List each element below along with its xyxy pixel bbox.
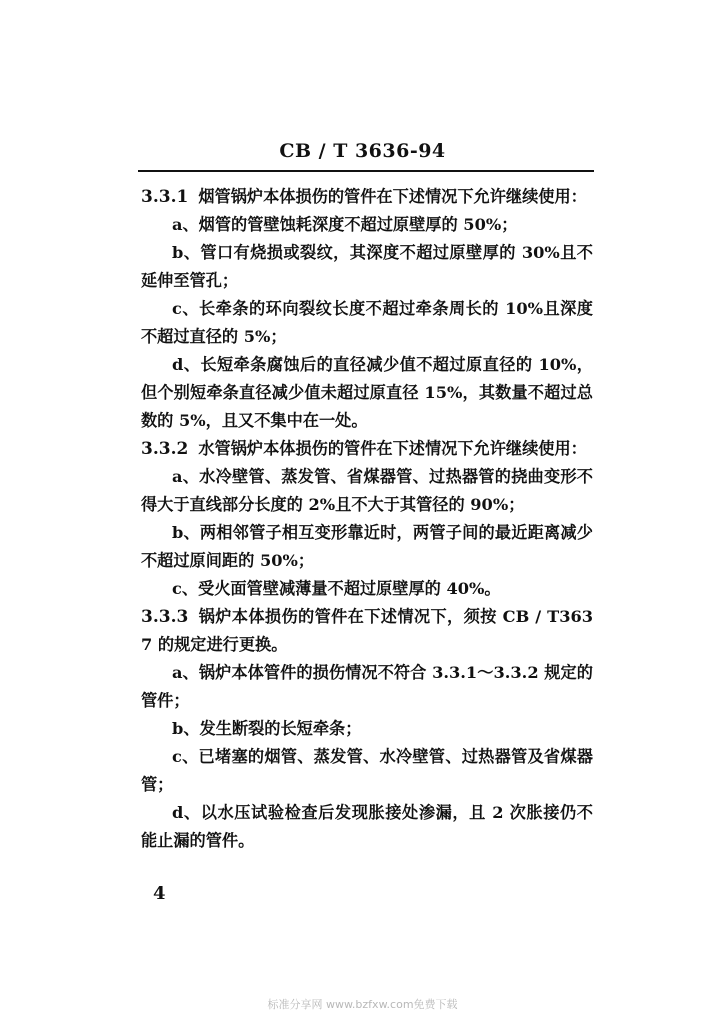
list-item — [141, 351, 593, 435]
clause-text: 锅炉本体损伤的管件在下述情况下，须按 CB / T3637 的规定进行更换。 — [141, 607, 593, 654]
list-item — [141, 575, 593, 603]
item-text: b、管口有烧损或裂纹，其深度不超过原壁厚的 30%且不延伸至管孔； — [141, 243, 593, 290]
item-text: a、锅炉本体管件的损伤情况不符合 3.3.1～3.3.2 规定的管件； — [141, 663, 593, 710]
clause-text: 烟管锅炉本体损伤的管件在下述情况下允许继续使用： — [198, 187, 587, 206]
clause-number: 3.3.1 — [141, 187, 189, 207]
item-text: c、已堵塞的烟管、蒸发管、水冷壁管、过热器管及省煤器管； — [141, 747, 593, 794]
clause-3-3-2 — [141, 435, 593, 463]
list-item — [141, 519, 593, 575]
document-body — [141, 183, 593, 855]
list-item — [141, 239, 593, 295]
watermark: 标准分享网 www.bzfxw.com免费下载 — [267, 998, 458, 1011]
item-text: c、长牵条的环向裂纹长度不超过牵条周长的 10%且深度不超过直径的 5%； — [141, 299, 593, 346]
clause-number: 3.3.3 — [141, 607, 189, 627]
list-item — [141, 799, 593, 855]
document-header: CB / T 3636-94 — [279, 140, 446, 162]
item-text: d、以水压试验检查后发现胀接处渗漏，且 2 次胀接仍不能止漏的管件。 — [141, 803, 593, 850]
list-item — [141, 715, 593, 743]
item-text: b、两相邻管子相互变形靠近时，两管子间的最近距离减少不超过原间距的 50%； — [141, 523, 593, 570]
list-item — [141, 743, 593, 799]
list-item — [141, 295, 593, 351]
header-rule — [138, 170, 594, 172]
clause-3-3-1 — [141, 183, 593, 211]
list-item — [141, 211, 593, 239]
list-item — [141, 463, 593, 519]
item-text: d、长短牵条腐蚀后的直径减少值不超过原直径的 10%，但个别短牵条直径减少值未超过原直径 15%，其数量不超过总数的 5%，且又不集中在一处。 — [141, 355, 593, 430]
clause-text: 水管锅炉本体损伤的管件在下述情况下允许继续使用： — [198, 439, 587, 458]
item-text: a、烟管的管壁蚀耗深度不超过原壁厚的 50%； — [172, 215, 518, 234]
page-number: 4 — [153, 883, 166, 904]
clause-3-3-3 — [141, 603, 593, 659]
item-text: b、发生断裂的长短牵条； — [172, 719, 362, 738]
item-text: a、水冷壁管、蒸发管、省煤器管、过热器管的挠曲变形不得大于直线部分长度的 2%且不大于其管径的 90%； — [141, 467, 593, 514]
item-text: c、受火面管壁减薄量不超过原壁厚的 40%。 — [172, 579, 501, 598]
list-item — [141, 659, 593, 715]
clause-number: 3.3.2 — [141, 439, 189, 459]
